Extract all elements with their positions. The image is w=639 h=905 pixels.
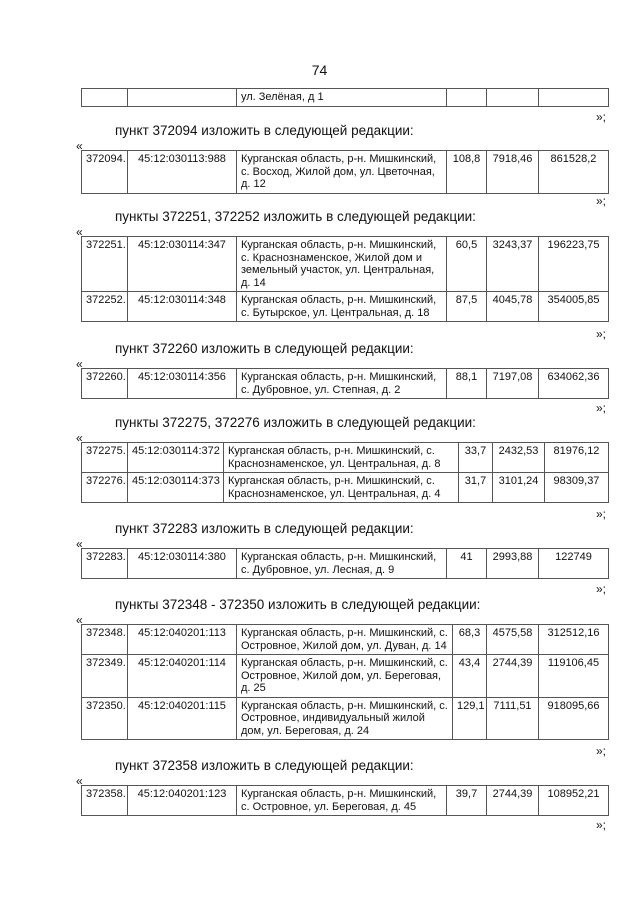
area-cell: 129,1 [453, 697, 487, 740]
value-cell: 918095,66 [539, 697, 609, 740]
table-row [82, 151, 609, 194]
area-cell: 88,1 [447, 369, 487, 399]
area-cell: 108,8 [447, 151, 487, 194]
section-heading: пункт 372094 изложить в следующей редакции: [115, 123, 414, 138]
value-cell: 7197,08 [487, 369, 539, 399]
area-cell: 39,7 [447, 786, 487, 816]
value-cell: 2993,88 [487, 549, 539, 579]
value-cell: 119106,45 [539, 655, 609, 698]
row-number: 372349. [82, 655, 128, 698]
closing-quote: »; [596, 507, 607, 521]
cadastral-number: 45:12:040201:114 [128, 655, 237, 698]
row-number: 372252. [82, 292, 128, 322]
value-cell: 98309,37 [545, 473, 609, 503]
value-cell: 634062,36 [539, 369, 609, 399]
section-heading: пункты 372348 - 372350 изложить в следующей редакции: [115, 597, 481, 612]
value-cell: 3101,24 [493, 473, 545, 503]
table-row [82, 549, 609, 579]
cadastral-number: 45:12:040201:123 [128, 786, 237, 816]
closing-quote: »; [596, 327, 607, 341]
table-row [82, 369, 609, 399]
value-cell: 2432,53 [493, 443, 545, 473]
area-cell: 31,7 [459, 473, 493, 503]
cadastral-number: 45:12:040201:115 [128, 697, 237, 740]
area-cell: 41 [447, 549, 487, 579]
opening-quote: « [76, 431, 83, 445]
closing-quote: »; [596, 582, 607, 596]
row-number: 372358. [82, 786, 128, 816]
row-number: 372283. [82, 549, 128, 579]
table-row [82, 655, 609, 698]
closing-quote: »; [596, 401, 607, 415]
address-cell: Курганская область, р-н. Мишкинский, с. Островное, ул. Береговая, д. 45 [237, 786, 447, 816]
opening-quote: « [76, 357, 83, 371]
address-cell: Курганская область, р-н. Мишкинский, с. Дубровное, ул. Лесная, д. 9 [237, 549, 447, 579]
opening-quote: « [76, 225, 83, 239]
row-number: 372094. [82, 151, 128, 194]
cadastral-number: 45:12:030113:988 [128, 151, 237, 194]
value-cell: 81976,12 [545, 443, 609, 473]
cadastral-number: 45:12:030114:373 [128, 473, 224, 503]
section-heading: пункт 372358 изложить в следующей редакции: [115, 758, 414, 773]
section-heading: пункт 372260 изложить в следующей редакции: [115, 341, 414, 356]
table-row [82, 237, 609, 292]
data-table [81, 236, 609, 322]
cadastral-number: 45:12:040201:113 [128, 625, 237, 655]
table-row [82, 89, 609, 107]
table-row [82, 473, 609, 503]
value-cell: 7111,51 [487, 697, 539, 740]
row-number: 372348. [82, 625, 128, 655]
area-cell: 68,3 [453, 625, 487, 655]
address-cell: Курганская область, р-н. Мишкинский, с. Краснознаменское, ул. Центральная, д. 8 [224, 443, 459, 473]
address-cell: Курганская область, р-н. Мишкинский, с. Бутырское, ул. Центральная, д. 18 [237, 292, 447, 322]
section-heading: пункт 372283 изложить в следующей редакции: [115, 521, 414, 536]
row-number: 372251. [82, 237, 128, 292]
area-cell: 33,7 [459, 443, 493, 473]
row-number: 372350. [82, 697, 128, 740]
address-cell: Курганская область, р-н. Мишкинский, с. Восход, Жилой дом, ул. Цветочная, д. 12 [237, 151, 447, 194]
cadastral-number: 45:12:030114:356 [128, 369, 237, 399]
area-cell [447, 89, 487, 107]
opening-quote: « [76, 774, 83, 788]
address-cell: Курганская область, р-н. Мишкинский, с. Краснознаменское, Жилой дом и земельный участок, ул. Центральная, д. 14 [237, 237, 447, 292]
row-number: 372276. [82, 473, 128, 503]
address-cell: Курганская область, р-н. Мишкинский, с. Островное, Жилой дом, ул. Дуван, д. 14 [237, 625, 453, 655]
value-cell: 861528,2 [539, 151, 609, 194]
data-table [81, 624, 609, 740]
value-cell [539, 89, 609, 107]
closing-quote: »; [596, 744, 607, 758]
address-cell: Курганская область, р-н. Мишкинский, с. Краснознаменское, ул. Центральная, д. 4 [224, 473, 459, 503]
address-cell: Курганская область, р-н. Мишкинский, с. Островное, Жилой дом, ул. Береговая, д. 25 [237, 655, 453, 698]
value-cell: 122749 [539, 549, 609, 579]
table-row [82, 625, 609, 655]
table-row [82, 697, 609, 740]
address-cell: ул. Зелёная, д 1 [237, 89, 447, 107]
data-table [81, 785, 609, 816]
data-table [81, 442, 609, 503]
value-cell [487, 89, 539, 107]
row-number: 372260. [82, 369, 128, 399]
cadastral-number: 45:12:030114:348 [128, 292, 237, 322]
opening-quote: « [76, 139, 83, 153]
continuation-table [81, 88, 609, 107]
cadastral-number: 45:12:030114:347 [128, 237, 237, 292]
value-cell: 312512,16 [539, 625, 609, 655]
section-heading: пункты 372251, 372252 изложить в следующей редакции: [115, 209, 476, 224]
area-cell: 43,4 [453, 655, 487, 698]
closing-quote: »; [596, 194, 607, 208]
value-cell: 354005,85 [539, 292, 609, 322]
table-row [82, 443, 609, 473]
cadastral-number: 45:12:030114:372 [128, 443, 224, 473]
value-cell: 3243,37 [487, 237, 539, 292]
value-cell: 4575,58 [487, 625, 539, 655]
page-number: 74 [311, 62, 328, 78]
address-cell: Курганская область, р-н. Мишкинский, с. Островное, индивидуальный жилой дом, ул. Береговая, д. 24 [237, 697, 453, 740]
cadastral-number: 45:12:030114:380 [128, 549, 237, 579]
opening-quote: « [76, 613, 83, 627]
value-cell: 4045,78 [487, 292, 539, 322]
cadastral-number [128, 89, 237, 107]
value-cell: 196223,75 [539, 237, 609, 292]
table-row [82, 292, 609, 322]
address-cell: Курганская область, р-н. Мишкинский, с. Дубровное, ул. Степная, д. 2 [237, 369, 447, 399]
data-table [81, 368, 609, 399]
data-table [81, 150, 609, 194]
area-cell: 60,5 [447, 237, 487, 292]
closing-quote: »; [596, 110, 607, 124]
section-heading: пункты 372275, 372276 изложить в следующей редакции: [115, 415, 476, 430]
value-cell: 7918,46 [487, 151, 539, 194]
closing-quote: »; [596, 818, 607, 832]
table-row [82, 786, 609, 816]
opening-quote: « [76, 537, 83, 551]
row-number [82, 89, 128, 107]
data-table [81, 548, 609, 579]
value-cell: 2744,39 [487, 655, 539, 698]
value-cell: 2744,39 [487, 786, 539, 816]
value-cell: 108952,21 [539, 786, 609, 816]
row-number: 372275. [82, 443, 128, 473]
area-cell: 87,5 [447, 292, 487, 322]
